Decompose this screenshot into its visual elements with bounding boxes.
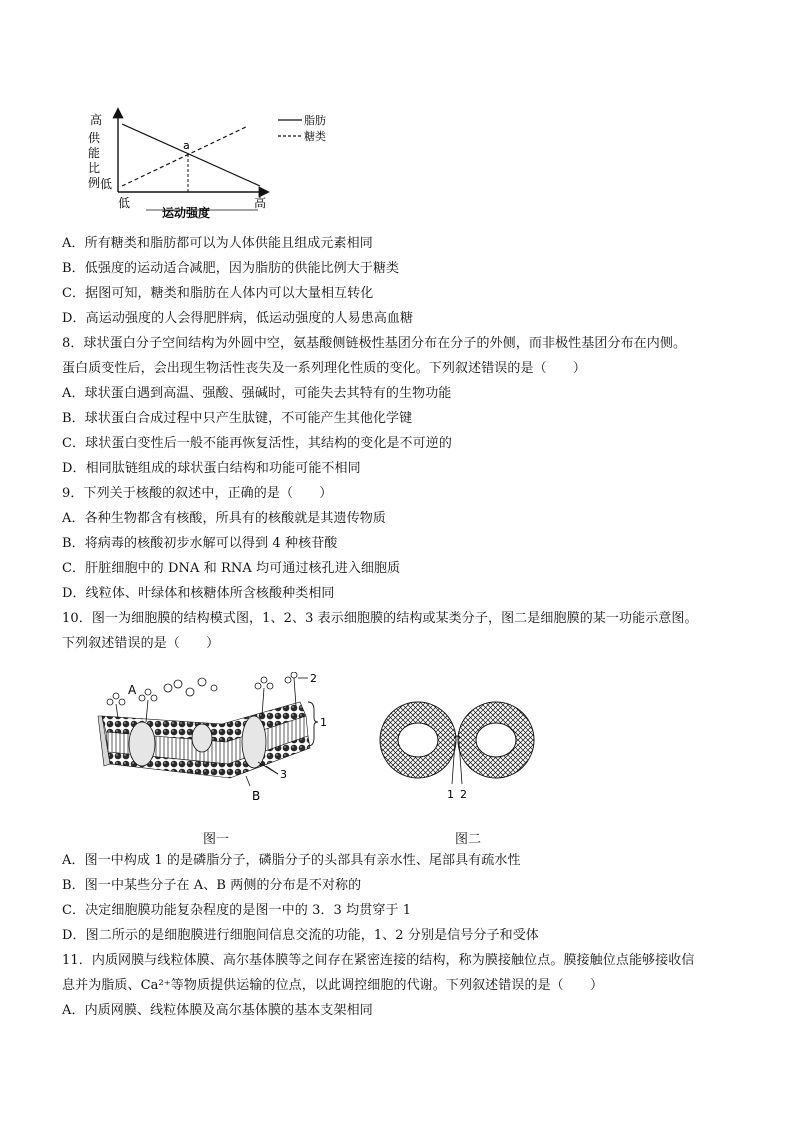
q9-option-a: A．各种生物都含有核酸，所具有的核酸就是其遗传物质 [62, 511, 386, 526]
sugar-unit [151, 695, 157, 701]
sugar-unit [255, 683, 261, 689]
sugar-line [122, 126, 248, 186]
sugar-unit [139, 695, 145, 701]
cell-communication-diagram [378, 680, 538, 812]
sugar-chain-stem [294, 678, 296, 706]
y-axis-label-char: 比 [88, 161, 101, 175]
q9-option-c: C．肝脏细胞中的 DNA 和 RNA 均可通过核孔进入细胞质 [62, 561, 401, 576]
q9-stem: 9．下列关于核酸的叙述中，正确的是（ ） [62, 486, 333, 501]
sugar-unit [186, 688, 194, 696]
sugar-unit [211, 685, 217, 691]
x-axis-label: 运动强度 [162, 206, 211, 220]
fig1-label-1: 1 [320, 716, 327, 729]
x-high-label: 高 [254, 196, 267, 210]
fig1-label-b: B [252, 789, 261, 803]
y-high-label: 高 [90, 113, 103, 127]
q11-stem-line1: 11．内质网膜与线粒体膜、高尔基体膜等之间存在紧密连接的结构，称为膜接触位点。膜接触位点能够接收信 [62, 953, 695, 968]
sugar-unit [164, 684, 172, 692]
q10-stem-line2: 下列叙述错误的是（ ） [62, 636, 220, 651]
legend-fat-label: 脂肪 [304, 114, 326, 127]
energy-supply-graph [82, 104, 342, 222]
q7-option-c: C．据图可知，糖类和脂肪在人体内可以大量相互转化 [62, 286, 374, 301]
sugar-chain-stem [262, 688, 264, 716]
q8-stem-line1: 8．球状蛋白分子空间结构为外圆中空，氨基酸侧链极性基团分布在分子的外侧，而非极性基团分布在内侧。 [62, 336, 687, 351]
q8-option-b: B．球状蛋白合成过程中只产生肽键，不可能产生其他化学键 [62, 411, 413, 426]
q10-option-c: C．决定细胞膜功能复杂程度的是图一中的 3．3 均贯穿于 1 [62, 903, 412, 918]
sugar-unit [174, 680, 182, 688]
pointer-b [246, 776, 250, 786]
fig1-label-a: A [128, 683, 137, 697]
sugar-unit [107, 699, 113, 705]
q10-option-b: B．图一中某些分子在 A、B 两侧的分布是不对称的 [62, 878, 362, 893]
sugar-unit [113, 693, 119, 699]
sugar-chain-stem [116, 704, 118, 718]
x-low-label: 低 [118, 196, 131, 210]
q8-option-c: C．球状蛋白变性后一般不能再恢复活性，其结构的变化是不可逆的 [62, 436, 452, 451]
q10-option-d: D．图二所示的是细胞膜进行细胞间信息交流的功能，1、2 分别是信号分子和受体 [62, 928, 539, 943]
cell-membrane-diagram [82, 672, 332, 804]
q8-option-d: D．相同肽链组成的球状蛋白结构和功能可能不相同 [62, 461, 361, 476]
q9-option-b: B．将病毒的核酸初步水解可以得到 4 种核苷酸 [62, 536, 338, 551]
y-axis-label-char: 供 [88, 131, 101, 145]
q10-stem-line1: 10．图一为细胞膜的结构模式图，1、2、3 表示细胞膜的结构或某类分子，图二是细胞膜的某一功能示意图。 [62, 611, 698, 626]
fig2-label-2: 2 [460, 788, 467, 801]
membrane-protein [192, 724, 212, 752]
left-cell-nucleus [398, 723, 438, 757]
q11-option-a: A．内质网膜、线粒体膜及高尔基体膜的基本支架相同 [62, 1003, 373, 1018]
legend-sugar-label: 糖类 [304, 130, 326, 143]
q7-option-a: A．所有糖类和脂肪都可以为人体供能且组成元素相同 [62, 236, 373, 251]
q9-option-d: D．线粒体、叶绿体和核糖体所含核酸种类相同 [62, 586, 335, 601]
q7-option-d: D．高运动强度的人会得肥胖病，低运动强度的人易患高血糖 [62, 311, 414, 326]
q7-option-b: B．低强度的运动适合减肥，因为脂肪的供能比例大于糖类 [62, 261, 400, 276]
fig2-label-1: 1 [447, 788, 454, 801]
sugar-unit [285, 677, 291, 683]
fig1-label-2: 2 [310, 672, 317, 685]
intersection-label: a [183, 139, 190, 152]
figure2-caption: 图二 [455, 832, 482, 847]
sugar-unit [198, 678, 206, 686]
sugar-unit [267, 683, 273, 689]
q8-option-a: A．球状蛋白遇到高温、强酸、强碱时，可能失去其特有的生物功能 [62, 386, 452, 401]
bracket-label-1 [308, 702, 318, 746]
sugar-unit [261, 677, 267, 683]
y-axis-label-char: 例 [88, 176, 101, 190]
membrane-protein [129, 722, 155, 766]
q10-option-a: A．图一中构成 1 的是磷脂分子，磷脂分子的头部具有亲水性、尾部具有疏水性 [62, 853, 521, 868]
membrane-protein [242, 716, 266, 768]
y-low-label: 低 [100, 177, 113, 191]
q11-stem-line2: 息并为脂质、Ca²⁺等物质提供运输的位点，以此调控细胞的代谢。下列叙述错误的是（ ） [62, 978, 604, 993]
y-axis-label-char: 能 [88, 146, 101, 160]
sugar-unit [119, 699, 125, 705]
sugar-unit [145, 689, 151, 695]
pointer-3b [266, 766, 278, 774]
figure1-caption: 图一 [203, 832, 230, 847]
fig1-label-3: 3 [280, 768, 287, 781]
q8-stem-line2: 蛋白质变性后，会出现生物活性丧失及一系列理化性质的变化。下列叙述错误的是（ ） [62, 361, 587, 376]
right-cell-nucleus [476, 723, 516, 757]
sugar-unit [291, 672, 297, 678]
